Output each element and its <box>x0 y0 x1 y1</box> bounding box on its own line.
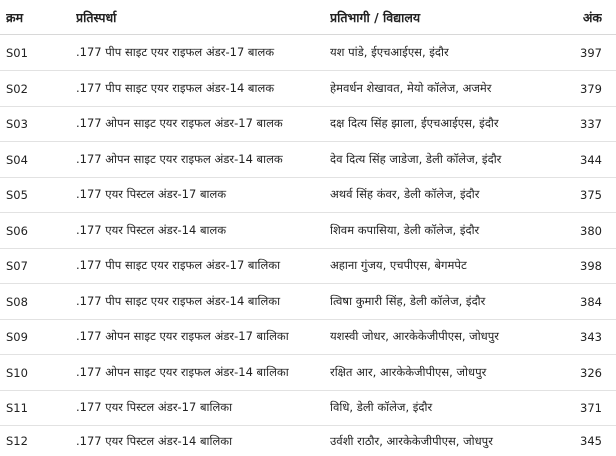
row-score: 344 <box>580 152 602 167</box>
row-winner: विधि, डेली कॉलेज, इंदौर <box>330 400 433 414</box>
table-row <box>0 71 616 107</box>
row-code: S04 <box>6 152 28 167</box>
row-winner: हेमवर्धन शेखावत, मेयो कॉलेज, अजमेर <box>330 81 492 95</box>
row-event: .177 पीप साइट एयर राइफल अंडर-14 बालिका <box>76 294 281 308</box>
row-code: S05 <box>6 187 28 202</box>
table-header <box>0 0 616 35</box>
row-code: S01 <box>6 45 28 60</box>
row-code: S02 <box>6 81 28 96</box>
header-event: प्रतिस्पर्धा <box>76 9 117 25</box>
table-row <box>0 35 616 71</box>
table-row <box>0 284 616 320</box>
table-row <box>0 213 616 249</box>
row-winner: उर्वशी राठौर, आरकेकेजीपीएस, जोधपुर <box>330 433 493 448</box>
row-event: .177 एयर पिस्टल अंडर-17 बालक <box>76 187 227 201</box>
row-code: S12 <box>6 434 28 448</box>
row-winner: अहाना गुंजय, एचपीएस, बेगमपेट <box>330 258 467 272</box>
row-code: S07 <box>6 258 28 273</box>
row-code: S06 <box>6 223 28 238</box>
header-code: क्रम <box>6 9 24 25</box>
row-event: .177 पीप साइट एयर राइफल अंडर-17 बालिका <box>76 258 281 272</box>
row-event: .177 ओपन साइट एयर राइफल अंडर-17 बालिका <box>76 329 289 343</box>
row-score: 379 <box>580 81 602 96</box>
row-winner: यशस्वी जोधर, आरकेकेजीपीएस, जोधपुर <box>330 329 499 343</box>
row-code: S03 <box>6 116 28 131</box>
row-event: .177 ओपन साइट एयर राइफल अंडर-14 बालक <box>76 152 283 166</box>
row-score: 375 <box>580 187 602 202</box>
row-score: 371 <box>580 400 602 415</box>
row-code: S10 <box>6 365 28 380</box>
row-event: .177 एयर पिस्टल अंडर-14 बालिका <box>76 433 233 448</box>
table-row <box>0 248 616 284</box>
table-row <box>0 106 616 142</box>
row-winner: दक्ष दित्य सिंह झाला, ईएचआईएस, इंदौर <box>330 116 499 130</box>
row-winner: त्विषा कुमारी सिंह, डेली कॉलेज, इंदौर <box>330 294 486 308</box>
row-event: .177 एयर पिस्टल अंडर-17 बालिका <box>76 400 233 414</box>
table-row <box>0 177 616 213</box>
row-score: 398 <box>580 258 602 273</box>
row-score: 343 <box>580 329 602 344</box>
row-score: 384 <box>580 294 602 309</box>
row-event: .177 ओपन साइट एयर राइफल अंडर-17 बालक <box>76 116 283 130</box>
table-row <box>0 319 616 355</box>
row-code: S08 <box>6 294 28 309</box>
table-row <box>0 142 616 178</box>
row-score: 337 <box>580 116 602 131</box>
row-winner: अथर्व सिंह कंवर, डेली कॉलेज, इंदौर <box>330 187 480 201</box>
header-winner: प्रतिभागी / विद्यालय <box>330 9 421 25</box>
table-row <box>0 390 616 426</box>
header-score: अंक <box>582 9 602 25</box>
row-event: .177 ओपन साइट एयर राइफल अंडर-14 बालिका <box>76 365 289 379</box>
row-score: 397 <box>580 45 602 60</box>
row-winner: शिवम कपासिया, डेली कॉलेज, इंदौर <box>330 223 480 237</box>
row-event: .177 एयर पिस्टल अंडर-14 बालक <box>76 223 227 237</box>
row-winner: रक्षित आर, आरकेकेजीपीएस, जोधपुर <box>330 365 487 379</box>
row-code: S11 <box>6 400 28 415</box>
table-row <box>0 426 616 456</box>
table-row <box>0 355 616 391</box>
row-score: 380 <box>580 223 602 238</box>
row-winner: यश पांडे, ईएचआईएस, इंदौर <box>330 45 449 59</box>
row-event: .177 पीप साइट एयर राइफल अंडर-17 बालक <box>76 45 275 59</box>
row-code: S09 <box>6 329 28 344</box>
row-score: 326 <box>580 365 602 380</box>
row-event: .177 पीप साइट एयर राइफल अंडर-14 बालक <box>76 81 275 95</box>
row-winner: देव दित्य सिंह जाडेजा, डेली कॉलेज, इंदौर <box>330 152 502 166</box>
row-score: 345 <box>580 434 602 448</box>
